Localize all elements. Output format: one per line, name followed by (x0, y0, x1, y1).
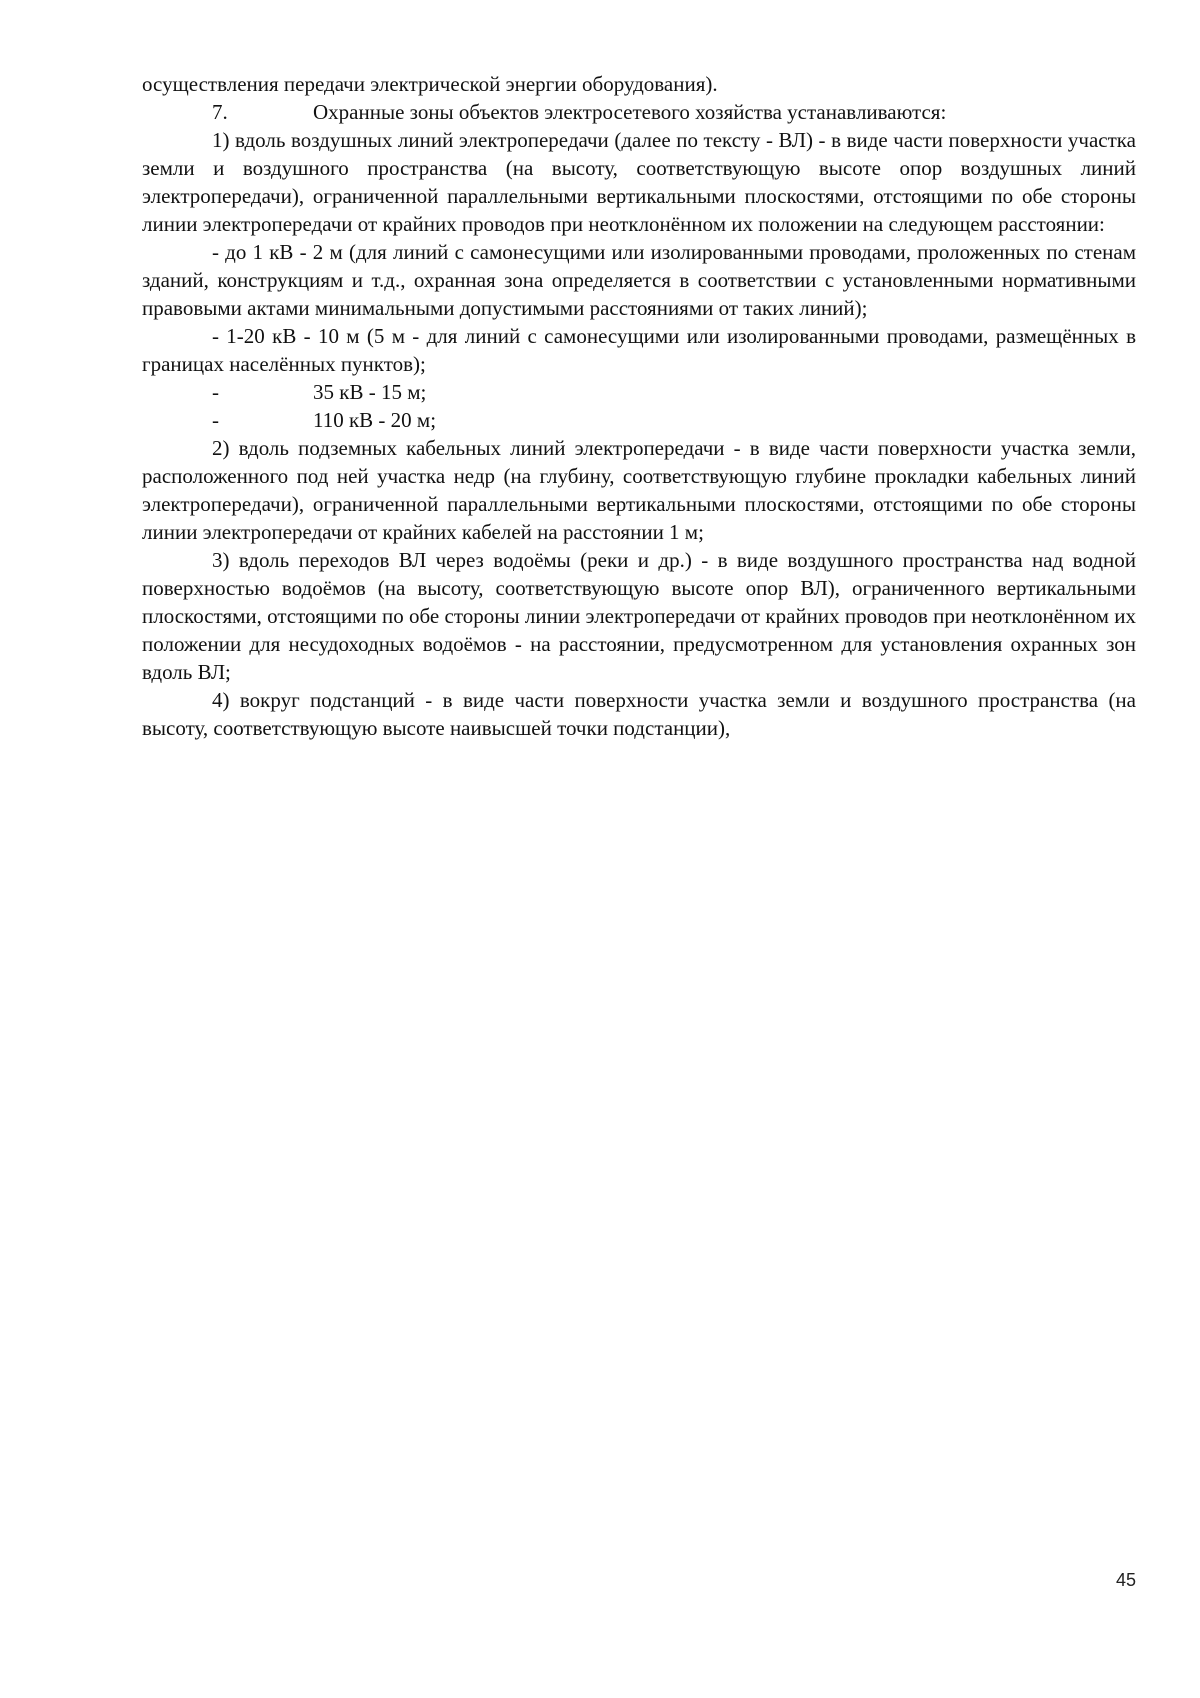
paragraph-item-1: 1) вдоль воздушных линий электропередачи (далее по тексту - ВЛ) - в виде части поверхности участка земли и воздушного пространства (на высоту, соответствующую высоте опор воздушных линий электропередачи), ограниченной параллельными вертикальными плоскостями, отстоящими по обе стороны линии электропередачи от крайних проводов при неотклонённом их положении на следующем расстоянии: (142, 128, 1136, 236)
item-7-number: 7. (212, 100, 228, 124)
paragraph-item-7 (142, 98, 1136, 126)
page-number: 45 (1115, 1570, 1136, 1590)
bullet-35kv-text: 35 кВ - 15 м; (313, 380, 427, 404)
bullet-110kv (142, 406, 1136, 434)
paragraph-item-4: 4) вокруг подстанций - в виде части поверхности участка земли и воздушного пространства (на высоту, соответствующую высоте наивысшей точки подстанции), (142, 688, 1136, 740)
bullet-35kv (142, 378, 1136, 406)
bullet-35kv-marker: - (212, 380, 219, 404)
bullet-110kv-text: 110 кВ - 20 м; (313, 408, 437, 432)
document-body (142, 70, 1136, 742)
paragraph-item-2: 2) вдоль подземных кабельных линий электропередачи - в виде части поверхности участка земли, расположенного под ней участка недр (на глубину, соответствующую глубине прокладки кабельных линий электропередачи), ограниченной параллельными вертикальными плоскостями, отстоящими по обе стороны линии электропередачи от крайних кабелей на расстоянии 1 м; (142, 436, 1136, 544)
bullet-up-to-1kv: - до 1 кВ - 2 м (для линий с самонесущими или изолированными проводами, проложенных по стенам зданий, конструкциям и т.д., охранная зона определяется в соответствии с установленными нормативными правовыми актами минимальными допустимыми расстояниями от таких линий); (142, 240, 1136, 320)
paragraph-item-3: 3) вдоль переходов ВЛ через водоёмы (реки и др.) - в виде воздушного пространства над водной поверхностью водоёмов (на высоту, соответствующую высоте опор ВЛ), ограниченного вертикальными плоскостями, отстоящими по обе стороны линии электропередачи от крайних проводов при неотклонённом их положении для несудоходных водоёмов - на расстоянии, предусмотренном для установления охранных зон вдоль ВЛ; (142, 548, 1136, 684)
bullet-1-20kv: - 1-20 кВ - 10 м (5 м - для линий с самонесущими или изолированными проводами, размещённых в границах населённых пунктов); (142, 324, 1136, 376)
paragraph-continuation: осуществления передачи электрической энергии оборудования). (142, 72, 718, 96)
item-7-text: Охранные зоны объектов электросетевого хозяйства устанавливаются: (313, 100, 947, 124)
bullet-110kv-marker: - (212, 408, 219, 432)
